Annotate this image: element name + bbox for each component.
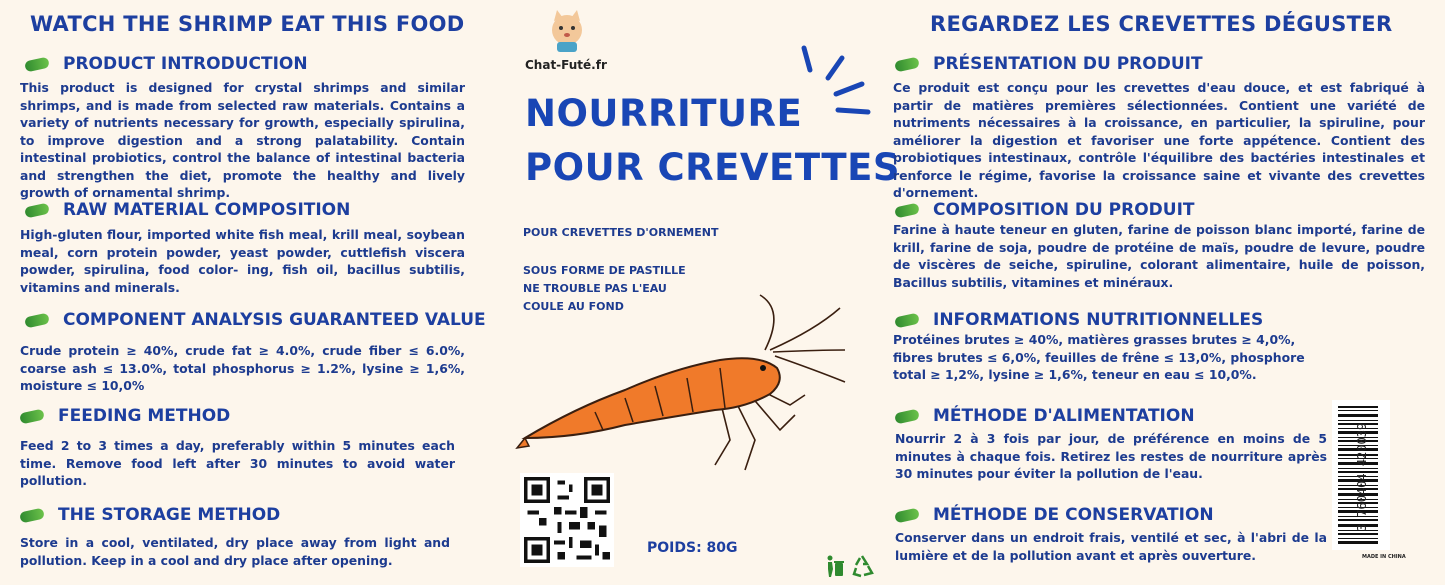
pill-bullet-icon <box>19 408 45 424</box>
section-text-raw-material: High-gluten flour, imported white fish meal, krill meal, soybean meal, corn protein powder, yeast powder, cuttlefish viscera powder, spirulina, food color- ing, fish oil, bacillus subtilis, vitamins and minerals. <box>20 227 465 295</box>
pill-bullet-icon <box>19 507 45 523</box>
section-text-feeding: Nourrir 2 à 3 fois par jour, de préférence en moins de 5 minutes à chaque fois. Retirez les restes de nourriture après 30 minutes pour éviter la pollution de l'eau. <box>895 431 1327 481</box>
cat-logo-icon <box>545 8 589 54</box>
recycling-icons <box>822 553 882 583</box>
trash-bin-icon <box>822 553 882 579</box>
section-heading-label: COMPONENT ANALYSIS GUARANTEED VALUE <box>63 310 486 330</box>
section-heading-label: PRÉSENTATION DU PRODUIT <box>933 54 1203 74</box>
center-panel <box>515 0 901 585</box>
section-heading-presentation <box>895 54 1203 74</box>
left-title: WATCH THE SHRIMP EAT THIS FOOD <box>30 12 465 36</box>
pill-bullet-icon <box>24 312 50 328</box>
section-text-nutrition: Protéines brutes ≥ 40%, matières grasses brutes ≥ 4,0%, fibres brutes ≤ 6,0%, feuilles de frêne ≤ 13,0%, phosphore total ≥ 1,2%, lysine ≥ 1,6%, teneur en eau ≤ 10,0%. <box>893 332 1305 382</box>
right-title: REGARDEZ LES CREVETTES DÉGUSTER <box>930 12 1393 36</box>
section-heading-label: FEEDING METHOD <box>58 406 231 426</box>
section-text-conservation: Conserver dans un endroit frais, ventilé et sec, à l'abri de la lumière et de la pollution avant et après ouverture. <box>895 530 1327 563</box>
section-heading-raw-material <box>25 200 350 220</box>
recycle-icon <box>854 556 872 576</box>
section-heading-feeding-method <box>20 406 230 426</box>
feature-water: NE TROUBLE PAS L'EAU <box>523 282 667 295</box>
section-heading-label: THE STORAGE METHOD <box>58 505 281 525</box>
section-text-composition: Farine à haute teneur en gluten, farine de poisson blanc importé, farine de krill, farine de soja, poudre de protéine de maïs, poudre de levure, poudre de viscères de seiche, spiruline, colorant alimentaire, huile de poisson, Bacillus subtilis, vitamines et minéraux. <box>893 222 1425 290</box>
product-title-line1: NOURRITURE <box>525 92 803 135</box>
section-heading-label: COMPOSITION DU PRODUIT <box>933 200 1195 220</box>
pill-bullet-icon <box>894 408 920 424</box>
qr-code-icon[interactable] <box>520 473 614 567</box>
pill-bullet-icon <box>24 56 50 72</box>
shrimp-illustration <box>515 290 855 490</box>
section-text-storage-method: Store in a cool, ventilated, dry place away from light and pollution. Keep in a cool and dry place after opening. <box>20 535 450 568</box>
product-title-line2: POUR CREVETTES <box>525 146 901 189</box>
section-heading-product-introduction <box>25 54 308 74</box>
section-heading-storage-method <box>20 505 280 525</box>
product-weight: POIDS: 80G <box>647 540 738 556</box>
section-heading-nutrition <box>895 310 1263 330</box>
pill-bullet-icon <box>894 312 920 328</box>
section-text-feeding-method: Feed 2 to 3 times a day, preferably within 5 minutes each time. Remove food left after 30 minutes to avoid water pollution. <box>20 438 455 488</box>
sparkle-lines-icon <box>790 40 885 130</box>
section-heading-label: PRODUCT INTRODUCTION <box>63 54 308 74</box>
barcode-digits: 3 760404 420039 <box>1355 422 1370 532</box>
made-in-label: MADE IN CHINA <box>1362 554 1406 560</box>
section-text-component-analysis: Crude protein ≥ 40%, crude fat ≥ 4.0%, crude fiber ≤ 6.0%, coarse ash ≤ 13.0%, total phosphorus ≥ 1.2%, lysine ≥ 1,6%, moisture ≤ 10,0% <box>20 343 465 393</box>
section-heading-label: MÉTHODE DE CONSERVATION <box>933 505 1214 525</box>
pill-bullet-icon <box>894 202 920 218</box>
section-heading-label: INFORMATIONS NUTRITIONNELLES <box>933 310 1264 330</box>
section-heading-component-analysis <box>25 310 486 330</box>
section-heading-feeding <box>895 406 1195 426</box>
pill-bullet-icon <box>894 56 920 72</box>
section-heading-conservation <box>895 505 1214 525</box>
section-heading-composition <box>895 200 1195 220</box>
feature-sinks: COULE AU FOND <box>523 300 624 313</box>
pill-bullet-icon <box>894 507 920 523</box>
brand-name: Chat-Futé.fr <box>525 58 607 72</box>
pill-bullet-icon <box>24 202 50 218</box>
section-heading-label: MÉTHODE D'ALIMENTATION <box>933 406 1195 426</box>
product-subtitle: POUR CREVETTES D'ORNEMENT <box>523 226 719 239</box>
feature-pastille: SOUS FORME DE PASTILLE <box>523 264 686 277</box>
section-text-product-introduction: This product is designed for crystal shrimps and similar shrimps, and is made from selected raw materials. Contains a variety of nutrients necessary for growth, especially spirulina, to improve digestion and a strong palatability. Contain intestinal probiotics, control the balance of intestinal bacteria and strengthen the diet, promote the healthy and lively growth of ornamental shrimp. <box>20 80 465 200</box>
section-heading-label: RAW MATERIAL COMPOSITION <box>63 200 351 220</box>
section-text-presentation: Ce produit est conçu pour les crevettes d'eau douce, et est fabriqué à partir de matières premières sélectionnées. Contient une variété de nutriments nécessaires à la croissance, en particulier, la spiruline, pour améliorer la digestion et favoriser une forte appétence. Contient des probiotiques intestinaux, contrôle l'équilibre des bactéries intestinales et renforce le régime, favorise la croissance saine et vivante des crevettes d'ornement. <box>893 80 1425 200</box>
